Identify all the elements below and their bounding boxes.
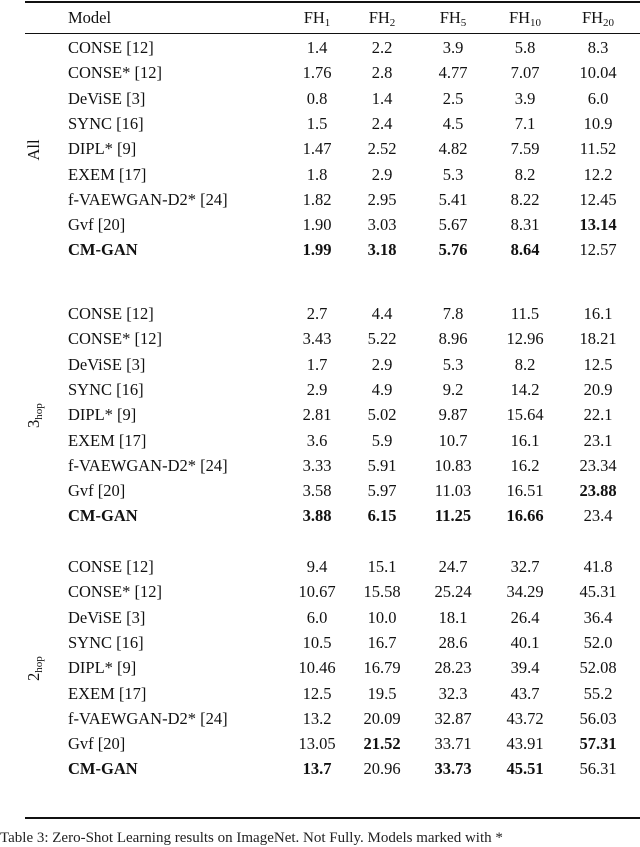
model-name: Gvf [20] xyxy=(68,215,126,235)
group-label: $2_{hop}$ xyxy=(24,656,45,681)
value-cell: 34.29 xyxy=(506,582,544,602)
model-name: Gvf [20] xyxy=(68,481,126,501)
model-name: SYNC [16] xyxy=(68,113,144,133)
value-cell: 3.9 xyxy=(514,88,536,108)
value-cell: 33.71 xyxy=(434,734,472,754)
value-cell: 1.82 xyxy=(302,189,332,209)
value-cell: 16.79 xyxy=(363,658,401,678)
value-cell: 18.21 xyxy=(579,329,617,349)
value-cell: 7.59 xyxy=(510,139,540,159)
value-cell: 10.83 xyxy=(434,455,472,475)
value-cell: 5.22 xyxy=(367,329,397,349)
value-cell: 12.2 xyxy=(583,164,613,184)
value-cell: 23.34 xyxy=(579,455,617,475)
value-cell: 43.72 xyxy=(506,708,544,728)
value-cell: 12.5 xyxy=(302,683,332,703)
header-fh1: $FH_1$ xyxy=(303,8,331,29)
value-cell: 12.45 xyxy=(579,189,617,209)
value-cell: 7.07 xyxy=(510,63,540,83)
value-cell: 52.08 xyxy=(579,658,617,678)
table-row xyxy=(25,580,640,604)
table-row xyxy=(25,112,640,136)
value-cell: 5.3 xyxy=(442,354,464,374)
value-cell: 3.6 xyxy=(306,430,328,450)
table-row xyxy=(25,87,640,111)
value-cell: 2.7 xyxy=(306,304,328,323)
model-name: DeViSE [3] xyxy=(68,607,146,627)
header-fh20: $FH_{20}$ xyxy=(581,8,615,29)
value-cell: 36.4 xyxy=(583,607,613,627)
model-name: f-VAEWGAN-D2* [24] xyxy=(68,189,228,209)
table-row xyxy=(25,302,640,326)
value-cell: 45.31 xyxy=(579,582,617,602)
top-rule xyxy=(25,1,640,3)
value-cell: 2.52 xyxy=(367,139,397,159)
table-row xyxy=(25,757,640,781)
value-cell: 14.2 xyxy=(510,379,540,399)
value-cell: 20.96 xyxy=(363,759,401,779)
header-rule xyxy=(25,33,640,34)
table-row xyxy=(25,163,640,187)
value-cell: 25.24 xyxy=(434,582,472,602)
header-fh2: $FH_2$ xyxy=(368,8,396,29)
value-cell: 4.4 xyxy=(371,304,393,323)
value-cell: 8.31 xyxy=(510,215,540,235)
model-name: DeViSE [3] xyxy=(68,88,146,108)
value-cell: 2.81 xyxy=(302,405,332,425)
value-cell: 7.8 xyxy=(442,304,464,323)
value-cell: 4.5 xyxy=(442,113,464,133)
group-label: $3_{hop}$ xyxy=(24,403,45,428)
model-name: EXEM [17] xyxy=(68,164,147,184)
value-cell: 19.5 xyxy=(367,683,397,703)
value-cell: 5.97 xyxy=(367,481,397,501)
value-cell: 8.2 xyxy=(514,164,536,184)
value-cell: 55.2 xyxy=(583,683,613,703)
value-cell: 5.41 xyxy=(438,189,468,209)
value-cell: 3.58 xyxy=(302,481,332,501)
value-cell: 8.96 xyxy=(438,329,468,349)
value-cell: 1.4 xyxy=(306,38,328,57)
value-cell: 12.5 xyxy=(583,354,613,374)
model-name: CM-GAN xyxy=(68,240,138,260)
value-cell: 32.7 xyxy=(510,557,540,576)
value-cell: 11.52 xyxy=(579,139,617,159)
value-cell: 3.33 xyxy=(302,455,332,475)
model-name: CONSE* [12] xyxy=(68,329,162,349)
model-name: SYNC [16] xyxy=(68,379,144,399)
value-cell: 4.9 xyxy=(371,379,393,399)
value-cell: 3.43 xyxy=(302,329,332,349)
value-cell: 57.31 xyxy=(579,734,617,754)
bottom-rule xyxy=(25,817,640,819)
model-name: DeViSE [3] xyxy=(68,354,146,374)
value-cell: 2.2 xyxy=(371,38,393,57)
value-cell: 11.5 xyxy=(510,304,540,323)
value-cell: 13.2 xyxy=(302,708,332,728)
value-cell: 28.23 xyxy=(434,658,472,678)
value-cell: 1.7 xyxy=(306,354,328,374)
value-cell: 5.3 xyxy=(442,164,464,184)
value-cell: 6.0 xyxy=(587,88,609,108)
value-cell: 1.4 xyxy=(371,88,393,108)
value-cell: 43.91 xyxy=(506,734,544,754)
model-name: DIPL* [9] xyxy=(68,405,137,425)
value-cell: 13.14 xyxy=(579,215,617,235)
table-row xyxy=(25,656,640,680)
value-cell: 5.8 xyxy=(514,38,536,57)
value-cell: 15.64 xyxy=(506,405,544,425)
value-cell: 5.67 xyxy=(438,215,468,235)
model-name: SYNC [16] xyxy=(68,632,144,652)
value-cell: 16.1 xyxy=(510,430,540,450)
value-cell: 39.4 xyxy=(510,658,540,678)
table-row xyxy=(25,429,640,453)
table-row xyxy=(25,327,640,351)
value-cell: 2.5 xyxy=(442,88,464,108)
value-cell: 3.18 xyxy=(367,240,397,260)
value-cell: 13.7 xyxy=(302,759,332,779)
table-row xyxy=(25,479,640,503)
value-cell: 10.7 xyxy=(438,430,468,450)
table-row xyxy=(25,682,640,706)
model-name: DIPL* [9] xyxy=(68,139,137,159)
table-row xyxy=(25,188,640,212)
model-name: f-VAEWGAN-D2* [24] xyxy=(68,708,228,728)
table-row xyxy=(25,707,640,731)
value-cell: 0.8 xyxy=(306,88,328,108)
value-cell: 10.9 xyxy=(583,113,613,133)
header-model: Model xyxy=(68,8,112,27)
value-cell: 6.15 xyxy=(367,506,397,526)
model-name: CONSE [12] xyxy=(68,557,154,576)
value-cell: 23.1 xyxy=(583,430,613,450)
value-cell: 10.5 xyxy=(302,632,332,652)
value-cell: 5.9 xyxy=(371,430,393,450)
value-cell: 23.88 xyxy=(579,481,617,501)
value-cell: 5.91 xyxy=(367,455,397,475)
table-row xyxy=(25,238,640,262)
value-cell: 7.1 xyxy=(514,113,536,133)
table-row xyxy=(25,606,640,630)
value-cell: 5.02 xyxy=(367,405,397,425)
value-cell: 8.2 xyxy=(514,354,536,374)
model-name: Gvf [20] xyxy=(68,734,126,754)
header-fh5: $FH_5$ xyxy=(439,8,467,29)
value-cell: 2.9 xyxy=(371,354,393,374)
value-cell: 2.9 xyxy=(306,379,328,399)
value-cell: 56.03 xyxy=(579,708,617,728)
value-cell: 1.90 xyxy=(302,215,332,235)
model-name: CONSE* [12] xyxy=(68,582,162,602)
value-cell: 10.0 xyxy=(367,607,397,627)
value-cell: 22.1 xyxy=(583,405,613,425)
table-row xyxy=(25,555,640,579)
model-name: EXEM [17] xyxy=(68,430,147,450)
value-cell: 3.88 xyxy=(302,506,332,526)
value-cell: 40.1 xyxy=(510,632,540,652)
model-name: EXEM [17] xyxy=(68,683,147,703)
value-cell: 16.7 xyxy=(367,632,397,652)
value-cell: 11.25 xyxy=(434,506,472,526)
table-row xyxy=(25,36,640,60)
value-cell: 16.66 xyxy=(506,506,544,526)
header-fh10: $FH_{10}$ xyxy=(508,8,542,29)
value-cell: 20.09 xyxy=(363,708,401,728)
value-cell: 1.76 xyxy=(302,63,332,83)
value-cell: 1.8 xyxy=(306,164,328,184)
value-cell: 16.51 xyxy=(506,481,544,501)
value-cell: 41.8 xyxy=(583,557,613,576)
table-row xyxy=(25,732,640,756)
value-cell: 16.2 xyxy=(510,455,540,475)
table-row xyxy=(25,504,640,528)
value-cell: 23.4 xyxy=(583,506,613,526)
value-cell: 26.4 xyxy=(510,607,540,627)
value-cell: 1.99 xyxy=(302,240,332,260)
value-cell: 9.4 xyxy=(306,557,328,576)
value-cell: 32.3 xyxy=(438,683,468,703)
value-cell: 10.46 xyxy=(298,658,336,678)
value-cell: 2.95 xyxy=(367,189,397,209)
value-cell: 15.58 xyxy=(363,582,401,602)
value-cell: 9.2 xyxy=(442,379,464,399)
value-cell: 33.73 xyxy=(434,759,472,779)
value-cell: 4.77 xyxy=(438,63,468,83)
table-row xyxy=(25,378,640,402)
value-cell: 18.1 xyxy=(438,607,468,627)
value-cell: 12.96 xyxy=(506,329,544,349)
value-cell: 1.47 xyxy=(302,139,332,159)
value-cell: 56.31 xyxy=(579,759,617,779)
value-cell: 13.05 xyxy=(298,734,336,754)
value-cell: 52.0 xyxy=(583,632,613,652)
table-row xyxy=(25,213,640,237)
table-row xyxy=(25,61,640,85)
value-cell: 2.8 xyxy=(371,63,393,83)
value-cell: 8.22 xyxy=(510,189,540,209)
table-row xyxy=(25,137,640,161)
value-cell: 3.03 xyxy=(367,215,397,235)
value-cell: 32.87 xyxy=(434,708,472,728)
value-cell: 15.1 xyxy=(367,557,397,576)
table-row xyxy=(25,403,640,427)
value-cell: 12.57 xyxy=(579,240,617,260)
table-row xyxy=(25,631,640,655)
value-cell: 10.67 xyxy=(298,582,336,602)
value-cell: 1.5 xyxy=(306,113,328,133)
value-cell: 21.52 xyxy=(363,734,401,754)
model-name: f-VAEWGAN-D2* [24] xyxy=(68,455,228,475)
model-name: CM-GAN xyxy=(68,506,138,526)
value-cell: 3.9 xyxy=(442,38,464,57)
table-caption: Table 3: Zero-Shot Learning results on ImageNet. Not Fully. Models marked with * xyxy=(0,830,503,846)
model-name: DIPL* [9] xyxy=(68,658,137,678)
value-cell: 8.3 xyxy=(587,38,609,57)
value-cell: 2.4 xyxy=(371,113,393,133)
value-cell: 45.51 xyxy=(506,759,544,779)
value-cell: 28.6 xyxy=(438,632,468,652)
value-cell: 5.76 xyxy=(438,240,468,260)
value-cell: 10.04 xyxy=(579,63,617,83)
model-name: CM-GAN xyxy=(68,759,138,779)
value-cell: 2.9 xyxy=(371,164,393,184)
value-cell: 11.03 xyxy=(434,481,472,501)
value-cell: 4.82 xyxy=(438,139,468,159)
header-row xyxy=(25,6,640,30)
table-row xyxy=(25,454,640,478)
model-name: CONSE* [12] xyxy=(68,63,162,83)
value-cell: 20.9 xyxy=(583,379,613,399)
value-cell: 6.0 xyxy=(306,607,328,627)
value-cell: 43.7 xyxy=(510,683,540,703)
value-cell: 16.1 xyxy=(583,304,613,323)
model-name: CONSE [12] xyxy=(68,304,154,323)
value-cell: 9.87 xyxy=(438,405,468,425)
value-cell: 24.7 xyxy=(438,557,468,576)
group-label: All xyxy=(24,139,43,161)
table-row xyxy=(25,353,640,377)
model-name: CONSE [12] xyxy=(68,38,154,57)
value-cell: 8.64 xyxy=(510,240,540,260)
